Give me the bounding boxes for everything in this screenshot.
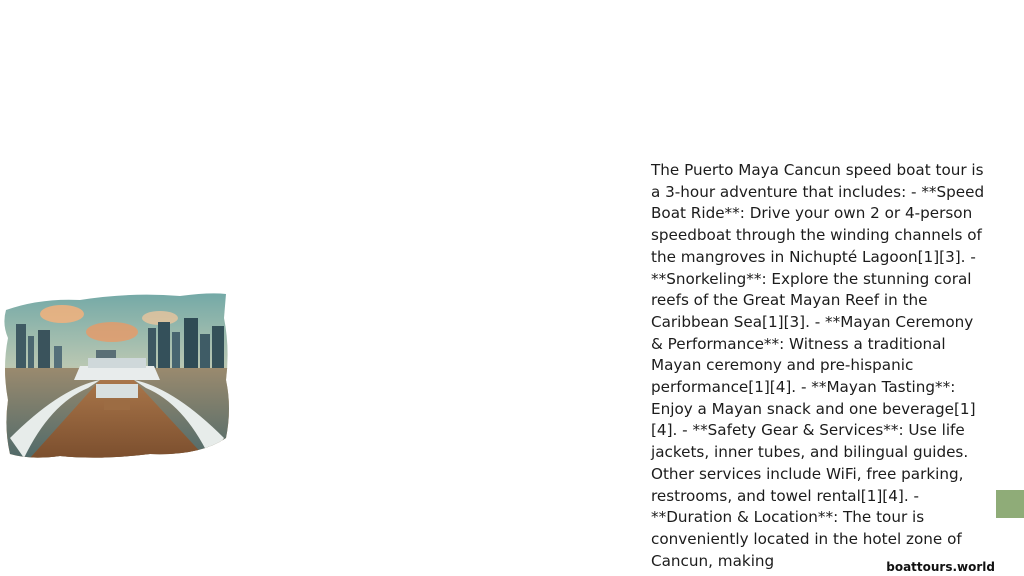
tour-description-paragraph: The Puerto Maya Cancun speed boat tour is a 3-hour adventure that includes: - **Speed Boat Ride**: Drive your own 2 or 4-person speedboat through the winding channels of the mangroves in Nichupté Lagoon[1][3]. - **Snorkeling**: Explore the stunning coral reefs of the Great Mayan Reef in the Caribbean Sea[1][3]. - **Mayan Ceremony & Performance**: Witness a traditional Mayan ceremony and pre-hispanic performance[1][4]. - **Mayan Tasting**: Enjoy a Mayan snack and one beverage[1][4]. - **Safety Gear & Services**: Use life jackets, inner tubes, and bilingual guides. Other services include WiFi, free parking, restrooms, and towel rental[1][4]. - **Duration & Location**: The tour is conveniently located in the hotel zone of Cancun, making [651,161,985,570]
site-watermark: boattours.world [886,560,995,574]
accent-square [996,490,1024,518]
yacht-city-illustration [0,288,234,460]
yacht-city-photo [0,288,234,460]
